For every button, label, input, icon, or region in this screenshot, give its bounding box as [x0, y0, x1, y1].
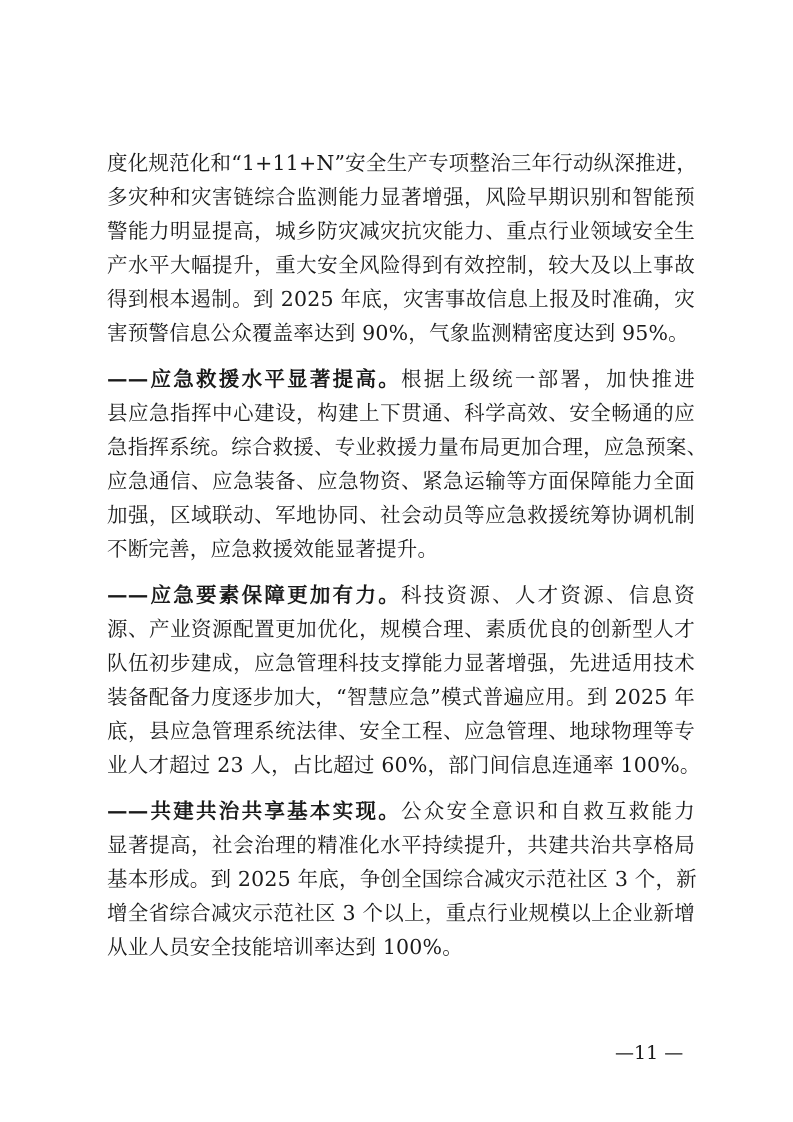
paragraph-3-line-3: 队伍初步建成，应急管理科技支撑能力显著增强，先进适用技术 [107, 651, 695, 675]
paragraph-3-first-line-text: 科技资源、人才资源、信息资 [401, 583, 695, 607]
paragraph-4-line-1 [107, 794, 695, 828]
paragraph-4-line-5: 从业人员安全技能培训率达到 100%。 [107, 935, 463, 959]
paragraph-4-line-2: 显著提高，社会治理的精准化水平持续提升，共建共治共享格局 [107, 833, 695, 857]
paragraph-1-line-5: 得到根本遏制。到 2025 年底，灾害事故信息上报及时准确，灾 [107, 287, 695, 311]
paragraph-4-line-4: 增全省综合减灾示范社区 3 个以上，重点行业规模以上企业新增 [107, 901, 695, 925]
paragraph-3-line-4: 装备配备力度逐步加大，“智慧应急”模式普遍应用。到 2025 年 [107, 685, 696, 709]
paragraph-2-first-line-text: 根据上级统一部署，加快推进 [401, 367, 695, 391]
page-number: —11 — [615, 1042, 684, 1064]
paragraph-2-line-3: 急指挥系统。综合救援、专业救援力量布局更加合理，应急预案、 [107, 435, 708, 459]
paragraph-1-line-3: 警能力明显提高，城乡防灾减灾抗灾能力、重点行业领域安全生 [107, 219, 695, 243]
paragraph-2-heading: ——应急救援水平显著提高。 [107, 367, 401, 391]
paragraph-3-line-2: 源、产业资源配置更加优化，规模合理、素质优良的创新型人才 [107, 617, 695, 641]
paragraph-1-line-6: 害预警信息公众覆盖率达到 90%，气象监测精密度达到 95%。 [107, 321, 689, 345]
paragraph-3-line-5: 底，县应急管理系统法律、安全工程、应急管理、地球物理等专 [107, 719, 695, 743]
paragraph-2-line-6: 不断完善，应急救援效能显著提升。 [107, 537, 439, 561]
paragraph-1-line-2: 多灾种和灾害链综合监测能力显著增强，风险早期识别和智能预 [107, 185, 695, 209]
paragraph-2-line-1 [107, 362, 695, 396]
paragraph-3-line-1 [107, 578, 695, 612]
paragraph-4-heading: ——共建共治共享基本实现。 [107, 799, 401, 823]
paragraph-2-line-5: 加强，区域联动、军地协同、社会动员等应急救援统筹协调机制 [107, 503, 695, 527]
paragraph-3-line-6: 业人才超过 23 人，占比超过 60%，部门间信息连通率 100%。 [107, 753, 701, 777]
paragraph-4-first-line-text: 公众安全意识和自救互救能力 [401, 799, 695, 823]
paragraph-3-heading: ——应急要素保障更加有力。 [107, 583, 401, 607]
paragraph-2-line-4: 应急通信、应急装备、应急物资、紧急运输等方面保障能力全面 [107, 469, 695, 493]
paragraph-1-line-4: 产水平大幅提升，重大安全风险得到有效控制，较大及以上事故 [107, 253, 695, 277]
paragraph-2-line-2: 县应急指挥中心建设，构建上下贯通、科学高效、安全畅通的应 [107, 401, 695, 425]
paragraph-4-line-3: 基本形成。到 2025 年底，争创全国综合减灾示范社区 3 个，新 [107, 867, 697, 891]
paragraph-1-line-1: 度化规范化和“1+11+N”安全生产专项整治三年行动纵深推进， [107, 151, 698, 175]
